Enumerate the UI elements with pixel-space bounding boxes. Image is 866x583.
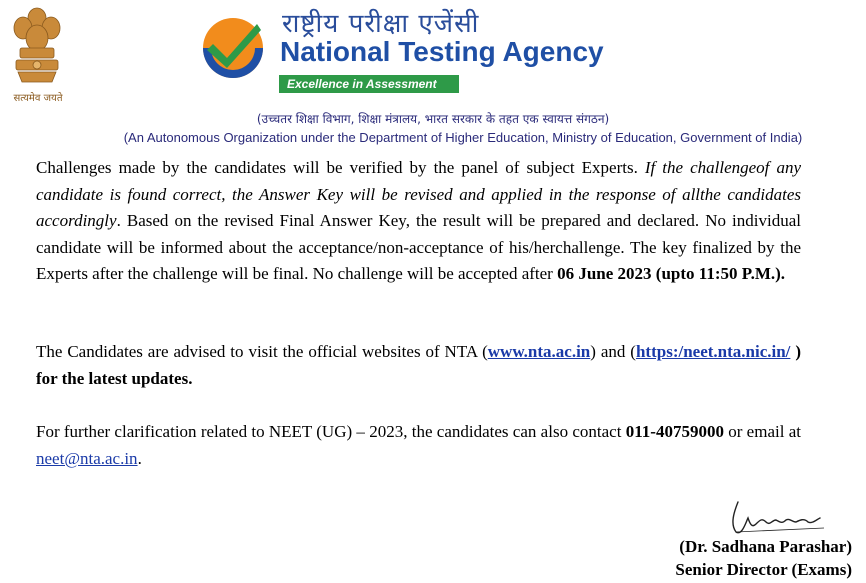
paragraph-contact: [36, 419, 801, 472]
subtitle-english: (An Autonomous Organization under the Department of Higher Education, Ministry of Education, Government of India): [123, 130, 803, 145]
p1-italic-text: If the challengeof any candidate is found correct, the Answer Key will be revised and applied in the response of allthe candidates accordingly: [36, 158, 801, 230]
p2-text-c: ) for the latest updates.: [36, 342, 801, 388]
p2-text-a: The Candidates are advised to visit the official websites of NTA (: [36, 342, 488, 361]
handwritten-signature: [720, 498, 830, 538]
p1-deadline: 06 June 2023 (upto 11:50 P.M.).: [557, 264, 786, 283]
agency-title-hindi: राष्ट्रीय परीक्षा एजेंसी: [282, 9, 480, 39]
paragraph-websites: [36, 339, 801, 392]
subtitle-hindi: (उच्चतर शिक्षा विभाग, शिक्षा मंत्रालय, भारत सरकार के तहत एक स्वायत्त संगठन): [256, 112, 610, 126]
agency-tagline: Excellence in Assessment: [279, 75, 459, 93]
contact-email-link[interactable]: neet@nta.ac.in: [36, 448, 138, 468]
p1-text-b: . Based on the revised Final Answer Key, the result will be prepared and declared. No individual candidate will be informed about the acceptance/non-acceptance of his/herchallenge. The key finalized by the Experts after the challenge will be final. No challenge will be accepted after: [36, 211, 801, 283]
agency-title-english: National Testing Agency: [280, 36, 604, 67]
paragraph-challenge-verification: [36, 155, 801, 288]
signatory-name: (Dr. Sadhana Parashar): [679, 537, 852, 556]
nta-logo-icon: [199, 14, 267, 82]
nta-website-link[interactable]: www.nta.ac.in: [487, 342, 591, 361]
p2-text-b: ) and (: [590, 342, 636, 361]
p3-text-b: or email at: [723, 422, 801, 441]
emblem-motto: सत्यमेव जयते: [13, 93, 63, 104]
contact-phone: 011-40759000: [625, 422, 724, 441]
signatory-designation: Senior Director (Exams): [675, 560, 852, 579]
p3-text-a: For further clarification related to NEET (UG) – 2023, the candidates can also contact: [36, 422, 626, 441]
p3-text-c: .: [137, 448, 142, 468]
p1-text-a: Challenges made by the candidates will be verified by the panel of subject Experts.: [36, 158, 645, 177]
neet-website-link[interactable]: https:/neet.nta.nic.in/: [635, 342, 791, 361]
